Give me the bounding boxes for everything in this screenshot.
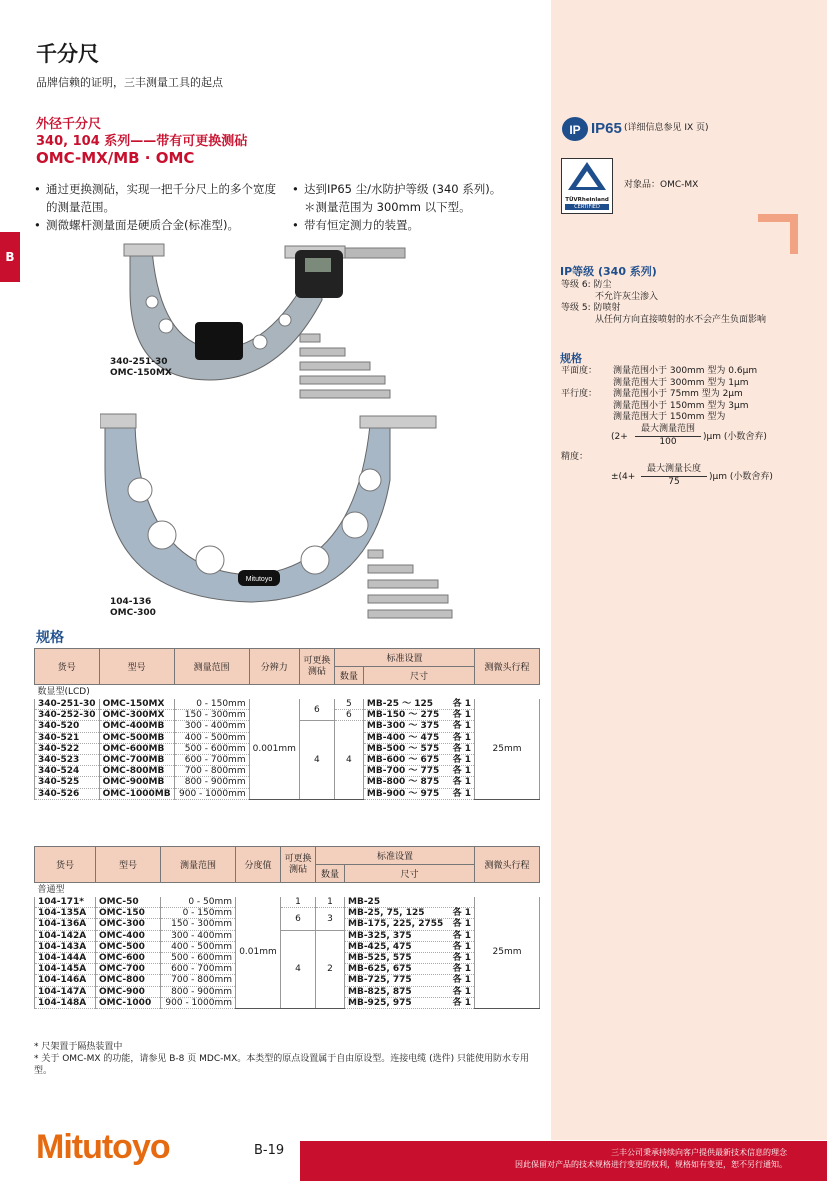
- bullet-item: • 达到IP65 尘/水防护等级 (340 系列)。: [292, 180, 542, 198]
- header-cell: 测微头行程: [475, 649, 540, 685]
- table-row: 340-252-30 OMC-300MX 150 - 300mm 6 MB-150 ～ 275 各 1: [35, 710, 540, 721]
- spec-table-1: [34, 648, 540, 800]
- section-tab[interactable]: B: [0, 232, 20, 282]
- table-row: 340-523 OMC-700MB 600 - 700mm MB-600 ～ 675 各 1: [35, 754, 540, 765]
- footnote: * 尺架置于隔热装置中: [34, 1042, 123, 1052]
- table-row: 104-135A OMC-150 0 - 150mm 6 3 MB-25, 75, 125 各 1: [35, 908, 540, 919]
- image-caption-2: [110, 597, 156, 619]
- bullet-item: • 带有恒定测力的装置。: [292, 216, 542, 234]
- table-row: 104-147A OMC-900 800 - 900mm MB-825, 875 各 1: [35, 986, 540, 997]
- ip-grade-list: 等级 6: 防尘 不允许灰尘渗入 等级 5: 防喷射 从任何方向直接喷射的水不会产生负面影响: [561, 280, 767, 325]
- product-title-line1: 外径千分尺: [36, 117, 102, 132]
- parallel-formula: (2+ 最大测量范围 100 )μm (小数舍弃): [611, 424, 767, 447]
- tuv-label: TÜVRheinland: [565, 197, 609, 203]
- caption-code: 340-251-30: [110, 357, 168, 367]
- header-cell: 标准设置: [316, 847, 475, 865]
- bullet-item: • 通过更换测砧，实现一把千分尺上的多个宽度的测量范围。: [34, 180, 284, 216]
- caption-model: OMC-300: [110, 608, 156, 618]
- header-cell: 可更换测砧: [299, 649, 334, 685]
- page-title: 千分尺: [36, 42, 99, 66]
- table-row: 340-521 OMC-500MB 400 - 500mm MB-400 ～ 475 各 1: [35, 732, 540, 743]
- sidebar-spec-list: 平面度： 测量范围小于 300mm 型为 0.6μm 测量范围大于 300mm 型为 1μm 平行度： 测量范围小于 75mm 型为 2μm 测量范围小于 150mm 型为 3μm 测量范围大于 150mm 型为 (2+ 最大测量范围 100 )μm (小数舍弃) 精度： ±(4+ 最大测量长度 75 )μm (小数舍弃): [561, 366, 816, 490]
- spec-heading: 规格: [36, 630, 64, 646]
- header-cell: 分度值: [236, 847, 281, 883]
- bullet-item: • 测微螺杆测量面是硬质合金(标准型)。: [34, 216, 284, 234]
- header-cell: 型号: [96, 847, 161, 883]
- header-cell: 尺寸: [345, 865, 475, 883]
- mitutoyo-logo: Mitutoyo: [36, 1128, 170, 1166]
- ip65-badge: [561, 116, 622, 142]
- header-cell: 尺寸: [363, 667, 474, 685]
- header-cell: 可更换测砧: [281, 847, 316, 883]
- header-cell: 数量: [334, 667, 363, 685]
- page-subtitle: 品牌信赖的证明，三丰测量工具的起点: [36, 76, 223, 89]
- svg-text:IP: IP: [569, 123, 581, 137]
- table-row: 104-148A OMC-1000 900 - 1000mm MB-925, 975 各 1: [35, 997, 540, 1008]
- table-row: 340-522 OMC-600MB 500 - 600mm MB-500 ～ 575 各 1: [35, 743, 540, 754]
- corner-mark: [758, 214, 798, 254]
- table-row: 104-143A OMC-500 400 - 500mm MB-425, 475 各 1: [35, 941, 540, 952]
- product-illustration: [100, 230, 460, 620]
- page-number: B-19: [254, 1143, 285, 1158]
- table-row: 104-145A OMC-700 600 - 700mm MB-625, 675 各 1: [35, 964, 540, 975]
- product-title: [36, 116, 247, 167]
- caption-model: OMC-150MX: [110, 368, 172, 378]
- table-row: 340-526 OMC-1000MB 900 - 1000mm MB-900 ～ 975 各 1: [35, 788, 540, 799]
- header-cell: 数量: [316, 865, 345, 883]
- table-row: 104-146A OMC-800 700 - 800mm MB-725, 775 各 1: [35, 975, 540, 986]
- header-cell: 分辨力: [249, 649, 299, 685]
- sidebar-spec-title: 规格: [560, 352, 582, 365]
- footnotes: [34, 1041, 534, 1077]
- table-row: 340-251-30 OMC-150MX 0 - 150mm 0.001mm 6 5 MB-25 ～ 125 各 1 25mm: [35, 699, 540, 710]
- header-cell: 货号: [35, 847, 96, 883]
- table-row: 340-524 OMC-800MB 700 - 800mm MB-700 ～ 775 各 1: [35, 766, 540, 777]
- micrometer-large: [100, 414, 436, 602]
- ip65-label: IP65: [591, 120, 622, 137]
- accuracy-formula: ±(4+ 最大测量长度 75 )μm (小数舍弃): [611, 464, 773, 487]
- tuv-logo: [561, 158, 613, 214]
- footer-notice: 三丰公司秉承持续向客户提供最新技术信息的理念 因此保留对产品的技术规格进行变更的权利，规格如有变更，恕不另行通知。: [515, 1148, 787, 1169]
- header-cell: 货号: [35, 649, 100, 685]
- ip-grade-title: IP等级 (340 系列): [560, 265, 657, 278]
- group-label: 普通型: [37, 885, 65, 895]
- header-cell: 测微头行程: [475, 847, 540, 883]
- table-row: 340-520 OMC-400MB 300 - 400mm 4 4 MB-300 ～ 375 各 1: [35, 721, 540, 732]
- tuv-sub: CERTIFIED: [565, 204, 609, 210]
- ip-note: (详细信息参见 IX 页): [624, 123, 709, 133]
- tuv-triangle-icon: [562, 159, 612, 193]
- footnote: * 关于 OMC-MX 的功能，请参见 B-8 页 MDC-MX。本类型的原点设置属于自由原设型。连接电缆 (选件) 只能使用防水专用型。: [34, 1054, 530, 1076]
- table-row: 104-171* OMC-50 0 - 50mm 0.01mm 1 1 MB-25 25mm: [35, 897, 540, 908]
- header-cell: 型号: [99, 649, 174, 685]
- product-title-line3: OMC-MX/MB · OMC: [36, 149, 195, 167]
- frame-brand: Mitutoyo: [245, 576, 273, 583]
- spec-table-2: [34, 846, 540, 1009]
- tuv-object: 对象品：OMC-MX: [624, 180, 699, 190]
- header-cell: 测量范围: [161, 847, 236, 883]
- bullet-subnote: ＊测量范围为 300mm 以下型。: [304, 200, 471, 214]
- table-row: 104-136A OMC-300 150 - 300mm MB-175, 225, 2755 各 1: [35, 919, 540, 930]
- header-cell: 测量范围: [174, 649, 249, 685]
- table-row: 104-142A OMC-400 300 - 400mm 4 2 MB-325, 375 各 1: [35, 930, 540, 941]
- table-row: 104-144A OMC-600 500 - 600mm MB-525, 575 各 1: [35, 952, 540, 963]
- header-cell: 标准设置: [334, 649, 474, 667]
- image-caption-1: [110, 357, 172, 379]
- group-label: 数显型(LCD): [37, 687, 90, 697]
- caption-code: 104-136: [110, 597, 152, 607]
- table-row: 340-525 OMC-900MB 800 - 900mm MB-800 ～ 875 各 1: [35, 777, 540, 788]
- product-title-line2: 340, 104 系列——带有可更换测砧: [36, 134, 248, 149]
